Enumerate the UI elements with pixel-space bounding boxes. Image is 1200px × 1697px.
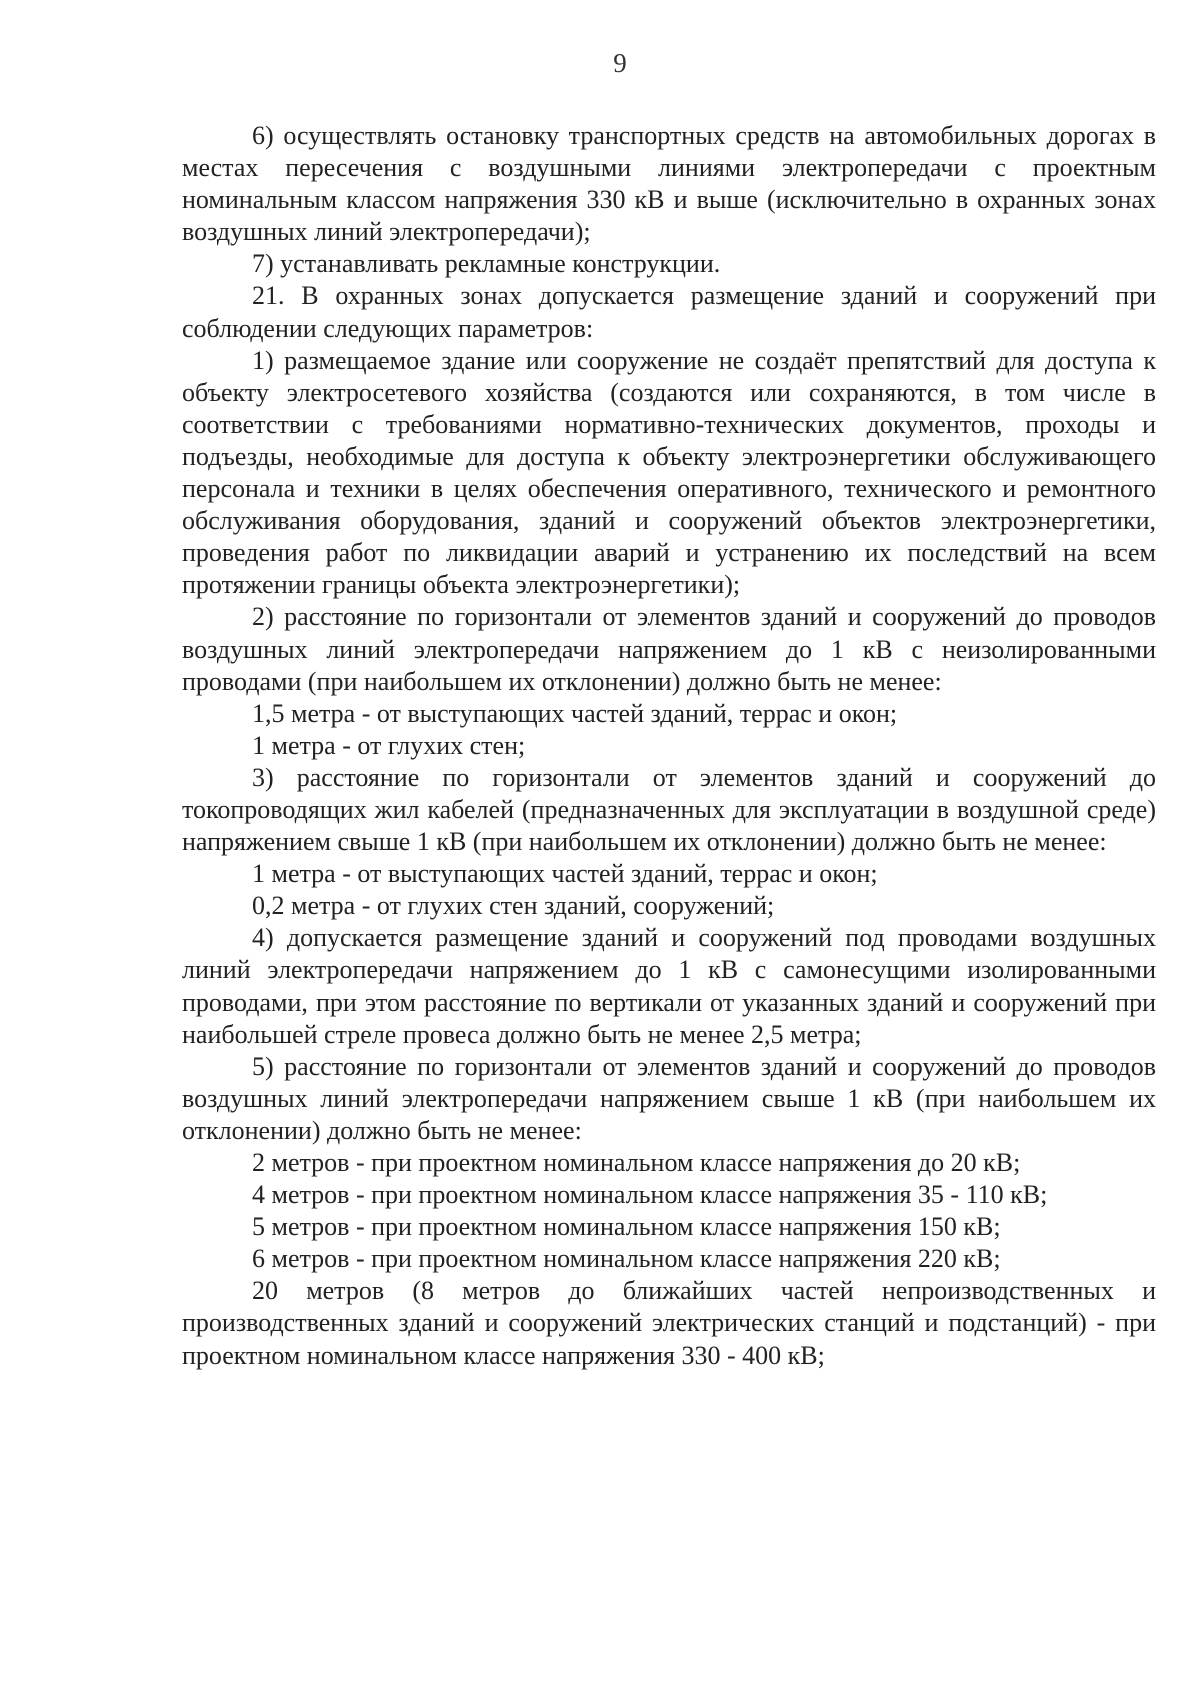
paragraph-param-3-line-b: 0,2 метра - от глухих стен зданий, сооружений;: [252, 891, 775, 921]
paragraph-item-6: 6) осуществлять остановку транспортных средств на автомобильных дорогах в местах пересечения с воздушными линиями электропередачи с проектным номинальным классом напряжения 330 кВ и выше (исключительно в охранных зонах воздушных линий электропередачи);: [182, 121, 1156, 247]
document-body: [182, 120, 1156, 1372]
paragraph-section-21: 21. В охранных зонах допускается размещение зданий и сооружений при соблюдении следующих параметров:: [182, 281, 1156, 343]
paragraph-param-5-line-a: 2 метров - при проектном номинальном классе напряжения до 20 кВ;: [252, 1148, 1021, 1177]
paragraph-param-5-line-d: 6 метров - при проектном номинальном классе напряжения 220 кВ;: [252, 1244, 1001, 1274]
page-number: 9: [613, 48, 627, 78]
paragraph-param-5-line-c: 5 метров - при проектном номинальном классе напряжения 150 кВ;: [252, 1212, 1001, 1242]
paragraph-param-5-line-e: 20 метров (8 метров до ближайших частей непроизводственных и производственных зданий и сооружений электрических станций и подстанций) - при проектном номинальном классе напряжения 330 - 400 кВ;: [182, 1276, 1156, 1370]
paragraph-param-2: 2) расстояние по горизонтали от элементов зданий и сооружений до проводов воздушных линий электропередачи напряжением до 1 кВ с неизолированными проводами (при наибольшем их отклонении) должно быть не менее:: [182, 602, 1156, 696]
paragraph-param-3-line-a: 1 метра - от выступающих частей зданий, террас и окон;: [252, 859, 878, 889]
paragraph-param-2-line-a: 1,5 метра - от выступающих частей зданий, террас и окон;: [252, 698, 898, 728]
paragraph-param-3: 3) расстояние по горизонтали от элементов зданий и сооружений до токопроводящих жил кабелей (предназначенных для эксплуатации в воздушной среде) напряжением свыше 1 кВ (при наибольшем их отклонении) должно быть не менее:: [182, 762, 1156, 857]
paragraph-item-7: 7) устанавливать рекламные конструкции.: [252, 249, 721, 279]
paragraph-param-5-line-b: 4 метров - при проектном номинальном классе напряжения 35 - 110 кВ;: [252, 1180, 1048, 1210]
paragraph-param-5: 5) расстояние по горизонтали от элементов зданий и сооружений до проводов воздушных линий электропередачи напряжением свыше 1 кВ (при наибольшем их отклонении) должно быть не менее:: [182, 1051, 1156, 1145]
paragraph-param-4: 4) допускается размещение зданий и сооружений под проводами воздушных линий электропередачи напряжением до 1 кВ с самонесущими изолированными проводами, при этом расстояние по вертикали от указанных зданий и сооружений при наибольшей стреле провеса должно быть не менее 2,5 метра;: [182, 923, 1156, 1049]
paragraph-param-1: 1) размещаемое здание или сооружение не создаёт препятствий для доступа к объекту электросетевого хозяйства (создаются или сохраняются, в том числе в соответствии с требованиями нормативно-технических документов, проходы и подъезды, необходимые для доступа к объекту электроэнергетики обслуживающего персонала и техники в целях обеспечения оперативного, технического и ремонтного обслуживания оборудования, зданий и сооружений объектов электроэнергетики, проведения работ по ликвидации аварий и устранению их последствий на всем протяжении границы объекта электроэнергетики);: [182, 345, 1156, 600]
paragraph-param-2-line-b: 1 метра - от глухих стен;: [252, 730, 526, 760]
